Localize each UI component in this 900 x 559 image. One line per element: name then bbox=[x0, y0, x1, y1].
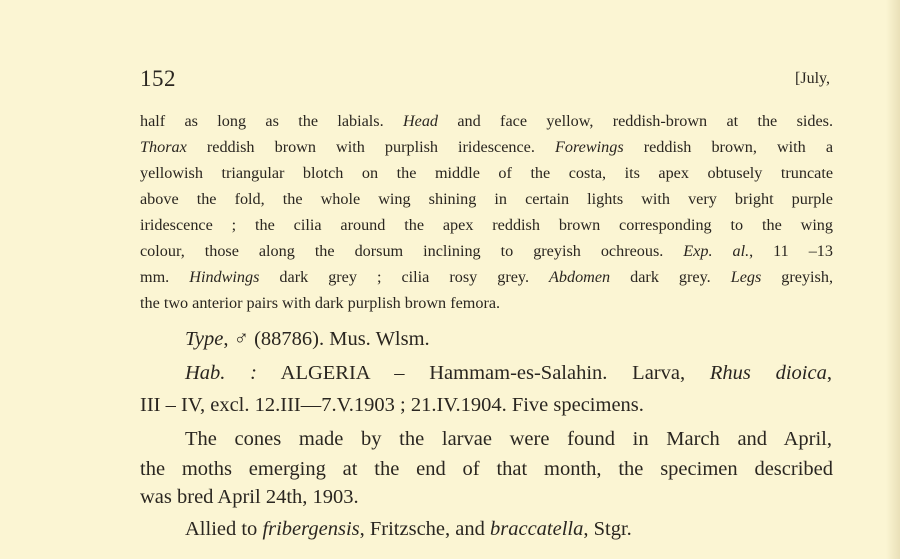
italic-term: Thorax bbox=[140, 138, 187, 156]
text-segment: yellowish triangular blotch on the middle of the costa, its apex obtusely truncate bbox=[140, 164, 833, 182]
text-segment: the two anterior pairs with dark purplish brown femora. bbox=[140, 294, 501, 312]
text-segment: half as long as the labials. bbox=[140, 112, 403, 130]
text-line bbox=[140, 138, 833, 157]
page-edge-shadow bbox=[886, 0, 900, 559]
text-segment: , bbox=[826, 362, 832, 384]
text-segment: , 11 –13 bbox=[749, 242, 833, 260]
text-line bbox=[185, 518, 832, 541]
text-segment: , ♂ (88786). Mus. Wlsm. bbox=[223, 328, 430, 350]
text-segment: above the fold, the whole wing shining in certain lights with very bright purple bbox=[140, 190, 833, 208]
text-line bbox=[140, 458, 833, 481]
italic-term: Exp. al. bbox=[683, 242, 750, 260]
text-line bbox=[140, 164, 833, 183]
text-line bbox=[140, 190, 833, 209]
text-segment: mm. bbox=[140, 268, 190, 286]
italic-term: Abdomen bbox=[549, 268, 611, 286]
italic-term: Hindwings bbox=[189, 268, 260, 286]
text-line bbox=[140, 242, 833, 261]
text-segment: ALGERIA – Hammam-es-Salahin. Larva, bbox=[257, 362, 710, 384]
italic-term: Hab. : bbox=[185, 362, 258, 384]
text-line bbox=[185, 328, 832, 351]
text-segment: was bred April 24th, 1903. bbox=[140, 486, 359, 508]
text-segment: iridescence ; the cilia around the apex reddish brown corresponding to the wing bbox=[140, 216, 833, 234]
italic-term: braccatella bbox=[490, 518, 584, 540]
italic-term: Head bbox=[402, 112, 439, 130]
text-segment: colour, those along the dorsum inclining to greyish ochreous. bbox=[140, 242, 684, 260]
page-number: 152 bbox=[140, 66, 176, 91]
italic-term: Type bbox=[185, 328, 224, 350]
italic-term: Rhus dioica bbox=[709, 362, 827, 384]
italic-term: Forewings bbox=[554, 138, 624, 156]
text-segment: , Fritzsche, and bbox=[359, 518, 490, 540]
text-line bbox=[140, 486, 833, 509]
text-line bbox=[140, 394, 833, 417]
text-segment: reddish brown, with a bbox=[623, 138, 833, 156]
text-line bbox=[185, 428, 832, 451]
running-head: [July, bbox=[795, 70, 830, 87]
text-segment: and face yellow, reddish-brown at the sides. bbox=[438, 112, 833, 130]
italic-term: fribergensis bbox=[262, 518, 360, 540]
text-segment: The cones made by the larvae were found in March and April, bbox=[185, 428, 832, 450]
text-line bbox=[140, 294, 833, 313]
text-segment: III – IV, excl. 12.III—7.V.1903 ; 21.IV.1904. Five specimens. bbox=[140, 394, 644, 416]
text-line bbox=[185, 362, 832, 385]
italic-term: Legs bbox=[730, 268, 762, 286]
text-segment: reddish brown with purplish iridescence. bbox=[186, 138, 555, 156]
text-segment: Allied to bbox=[185, 518, 263, 540]
text-line bbox=[140, 216, 833, 235]
text-line bbox=[140, 268, 833, 287]
text-segment: greyish, bbox=[761, 268, 833, 286]
text-segment: dark grey. bbox=[610, 268, 731, 286]
text-segment: the moths emerging at the end of that month, the specimen described bbox=[140, 458, 833, 480]
text-line bbox=[140, 112, 833, 131]
text-segment: dark grey ; cilia rosy grey. bbox=[259, 268, 549, 286]
text-segment: , Stgr. bbox=[583, 518, 632, 540]
